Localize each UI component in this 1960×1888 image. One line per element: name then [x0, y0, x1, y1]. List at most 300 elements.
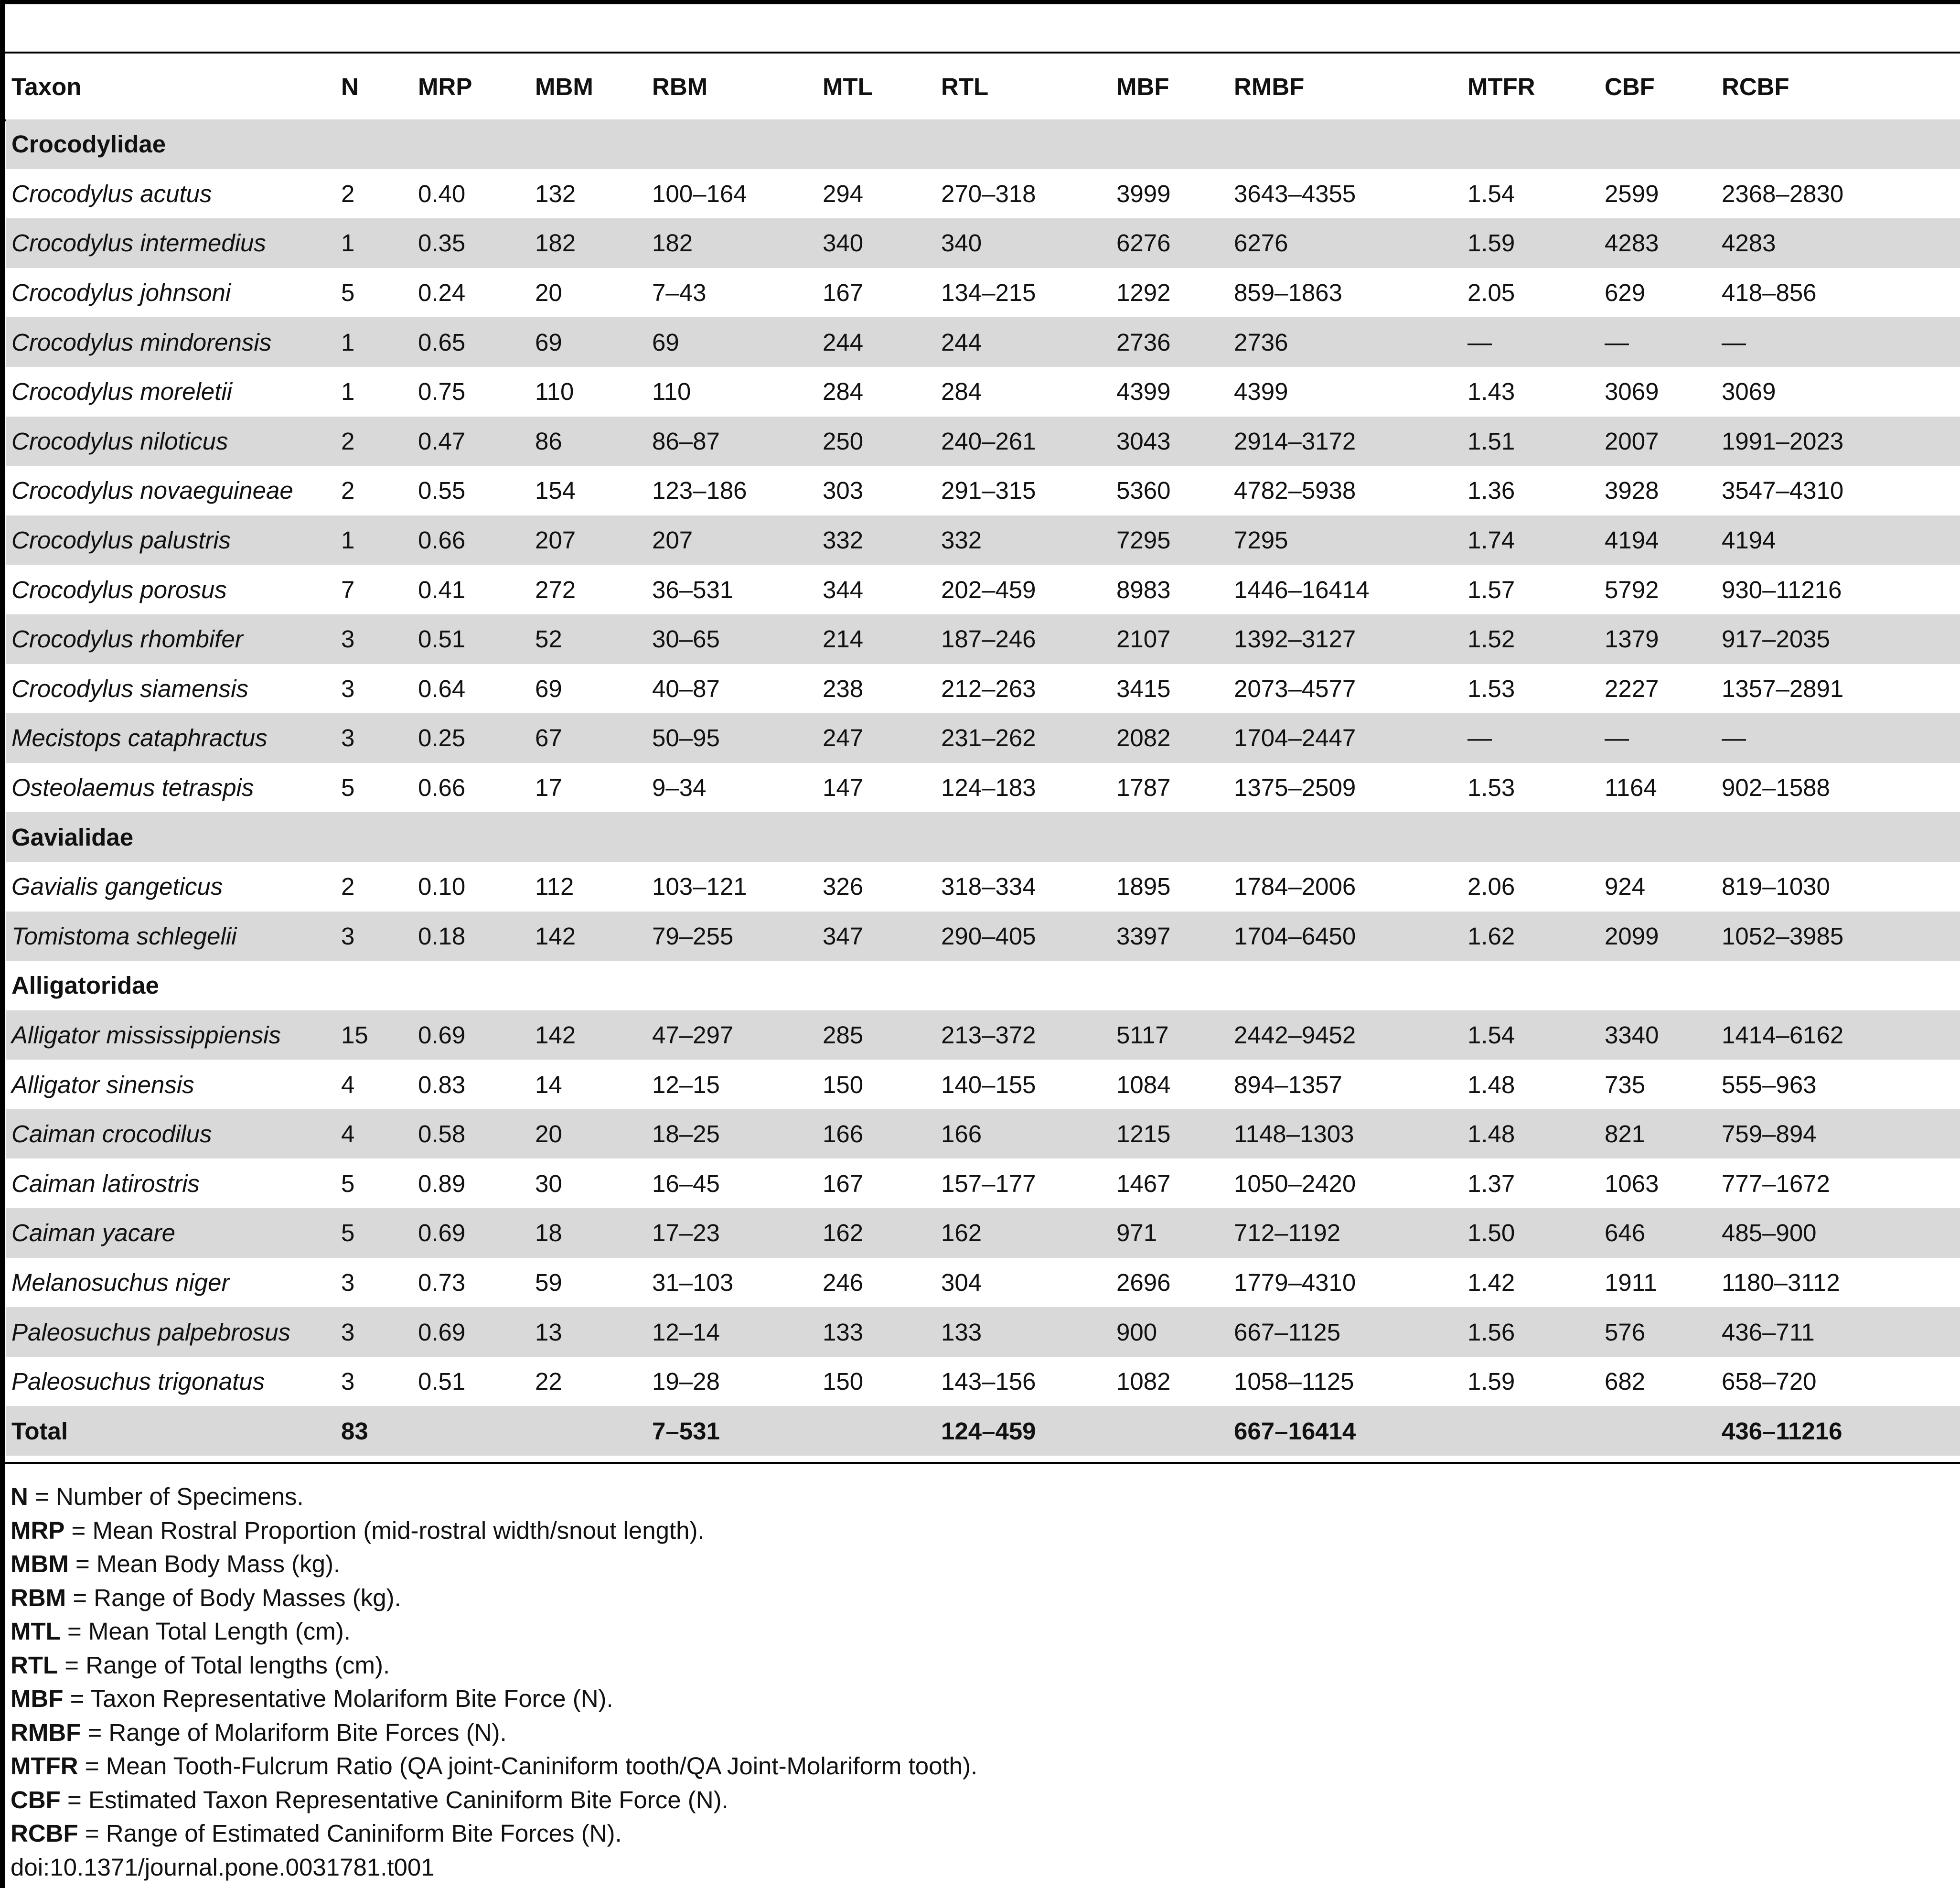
taxon-cell: Crocodylus porosus — [11, 576, 227, 603]
table-footnotes — [11, 1480, 977, 1884]
footnote-abbreviation: RBM — [11, 1584, 66, 1611]
table-cell: 0.89 — [418, 1169, 466, 1197]
table-cell: 1 — [341, 378, 355, 406]
table-cell: 1.37 — [1467, 1169, 1515, 1197]
table-cell: 69 — [646, 317, 817, 367]
table-cell: 3643–4355 — [1234, 180, 1356, 207]
footnote-line — [11, 1749, 977, 1783]
table-cell: 123–186 — [652, 477, 747, 504]
table-row — [6, 713, 1960, 763]
table-cell: 821 — [1599, 1109, 1716, 1159]
footnote-abbreviation: MBF — [11, 1685, 64, 1712]
table-cell: 340 — [935, 218, 1111, 268]
table-cell: 103–121 — [652, 873, 747, 901]
table-cell: 246 — [823, 1268, 864, 1296]
table-cell: 1.48 — [1462, 1109, 1599, 1159]
column-header: N — [341, 73, 359, 100]
table-cell: 1.54 — [1462, 1010, 1599, 1060]
table-row — [6, 614, 1960, 664]
table-cell: 67 — [529, 713, 646, 763]
table-cell: 18 — [529, 1208, 646, 1258]
table-cell: 1.53 — [1467, 774, 1515, 802]
table-cell: 1.59 — [1467, 1368, 1515, 1395]
table-cell: 4399 — [1234, 378, 1288, 406]
column-header: Taxon — [11, 73, 82, 100]
table-cell: 142 — [529, 912, 646, 961]
table-cell: 19–28 — [652, 1368, 720, 1395]
table-cell: 110 — [535, 378, 574, 406]
table-cell: 332 — [935, 515, 1111, 565]
table-cell: 859–1863 — [1234, 279, 1342, 307]
footnote-line — [11, 1783, 977, 1817]
column-header: RBM — [652, 73, 708, 100]
table-cell: 2 — [335, 417, 412, 466]
footnote-abbreviation: MTL — [11, 1618, 61, 1645]
table-cell: 4283 — [1716, 218, 1960, 268]
table-cell: 0.64 — [418, 675, 466, 702]
table-cell: 2599 — [1605, 180, 1659, 207]
table-row — [6, 1010, 1960, 1060]
table-cell: 667–16414 — [1228, 1406, 1462, 1456]
table-cell: 0.51 — [412, 614, 529, 664]
column-header: CBF — [1605, 73, 1655, 100]
table-cell: 294 — [823, 180, 864, 207]
table-cell: 3 — [335, 614, 412, 664]
footnote-definition: = Mean Body Mass (kg). — [68, 1550, 341, 1577]
table-cell: 187–246 — [935, 614, 1111, 664]
table-cell: 14 — [535, 1071, 562, 1098]
footnote-abbreviation: MRP — [11, 1516, 65, 1544]
table-cell: 7 — [341, 576, 355, 603]
table-row — [6, 466, 1960, 515]
table-cell: 3547–4310 — [1722, 477, 1844, 504]
table-cell: 1 — [335, 317, 412, 367]
table-cell: 1 — [335, 218, 412, 268]
table-cell: 344 — [823, 576, 864, 603]
footnote-line — [11, 1581, 977, 1615]
table-cell: 5 — [335, 1208, 412, 1258]
table-cell: 8983 — [1116, 576, 1171, 603]
table-cell: 69 — [535, 675, 562, 702]
table-row — [6, 565, 1960, 614]
table-cell: 1.50 — [1462, 1208, 1599, 1258]
table-cell: 1787 — [1116, 774, 1171, 802]
table-cell: 133 — [935, 1307, 1111, 1357]
table-cell: 759–894 — [1716, 1109, 1960, 1159]
table-cell: 894–1357 — [1234, 1071, 1342, 1098]
footnote-abbreviation: RMBF — [11, 1718, 81, 1746]
table-cell: 1.36 — [1467, 477, 1515, 504]
taxon-cell: Caiman crocodilus — [6, 1109, 335, 1159]
table-cell: 86–87 — [646, 417, 817, 466]
table-row — [6, 912, 1960, 961]
taxon-cell: Crocodylus intermedius — [6, 218, 335, 268]
taxon-cell: Tomistoma schlegelii — [6, 912, 335, 961]
table-row — [6, 417, 1960, 466]
taxon-cell: Alligator mississippiensis — [6, 1010, 335, 1060]
table-row — [6, 763, 1960, 813]
table-cell: 2 — [341, 180, 355, 207]
table-row — [6, 1357, 1960, 1406]
taxon-cell: Crocodylus niloticus — [6, 417, 335, 466]
table-cell: 202–459 — [941, 576, 1036, 603]
table-cell: 629 — [1605, 279, 1646, 307]
table-cell: 5792 — [1605, 576, 1659, 603]
taxon-cell: Crocodylus johnsoni — [11, 279, 231, 307]
table-cell: 0.35 — [412, 218, 529, 268]
table-cell: 284 — [823, 378, 864, 406]
table-cell: 3 — [335, 1307, 412, 1357]
table-cell: 142 — [529, 1010, 646, 1060]
table-cell: 971 — [1111, 1208, 1228, 1258]
footnote-definition: = Range of Body Masses (kg). — [66, 1584, 401, 1611]
table-cell: — — [1716, 317, 1960, 367]
table-cell: 207 — [529, 515, 646, 565]
table-cell: 110 — [652, 378, 691, 406]
taxon-cell: Crocodylus novaeguineae — [11, 477, 293, 504]
table-row — [6, 515, 1960, 565]
table-cell: 69 — [529, 317, 646, 367]
table-cell: 250 — [817, 417, 935, 466]
table-cell: 167 — [823, 1169, 864, 1197]
table-cell: 1180–3112 — [1722, 1268, 1840, 1296]
footnote-line — [11, 1547, 977, 1581]
table-cell: 40–87 — [652, 675, 720, 702]
table-cell: 244 — [817, 317, 935, 367]
table-row — [6, 1307, 1960, 1357]
bite-force-table — [6, 54, 1960, 1456]
table-cell: 2099 — [1599, 912, 1716, 961]
table-cell: 133 — [817, 1307, 935, 1357]
table-cell: 4399 — [1116, 378, 1171, 406]
table-cell: 1058–1125 — [1234, 1368, 1354, 1395]
table-cell: — — [1599, 317, 1716, 367]
footnote-abbreviation: MBM — [11, 1550, 69, 1577]
table-cell: 1375–2509 — [1234, 774, 1356, 802]
table-cell: 50–95 — [646, 713, 817, 763]
table-cell: — — [1716, 713, 1960, 763]
table-row — [6, 218, 1960, 268]
table-cell: 18–25 — [646, 1109, 817, 1159]
table-cell: 0.69 — [412, 1307, 529, 1357]
table-cell: 132 — [535, 180, 576, 207]
table-bottom-rule — [0, 1462, 1960, 1464]
table-cell: 17–23 — [646, 1208, 817, 1258]
table-cell: 3397 — [1111, 912, 1228, 961]
table-cell: 3 — [335, 713, 412, 763]
family-group-label: Alligatoridae — [11, 972, 159, 999]
table-cell: 2 — [341, 477, 355, 504]
table-cell: 5360 — [1116, 477, 1171, 504]
table-cell: 12–15 — [652, 1071, 720, 1098]
table-cell: 100–164 — [652, 180, 747, 207]
footnote-line — [11, 1649, 977, 1683]
table-cell: 291–315 — [941, 477, 1036, 504]
table-cell: 1.62 — [1462, 912, 1599, 961]
table-cell: 0.25 — [412, 713, 529, 763]
table-cell: 0.41 — [418, 576, 466, 603]
table-cell: 162 — [817, 1208, 935, 1258]
table-cell: 0.58 — [412, 1109, 529, 1159]
table-cell — [1599, 1406, 1716, 1456]
taxon-cell: Gavialis gangeticus — [11, 873, 223, 901]
table-cell: 157–177 — [941, 1169, 1036, 1197]
footnote-line — [11, 1480, 977, 1514]
table-row — [6, 1060, 1960, 1109]
table-cell: 134–215 — [941, 279, 1036, 307]
table-cell: 5 — [341, 1169, 355, 1197]
table-cell: 1215 — [1111, 1109, 1228, 1159]
table-cell: 304 — [941, 1268, 982, 1296]
column-header: MTL — [823, 73, 873, 100]
table-body — [6, 119, 1960, 1456]
table-cell: 52 — [529, 614, 646, 664]
table-cell: 777–1672 — [1722, 1169, 1830, 1197]
table-cell: 1.57 — [1467, 576, 1515, 603]
table-cell: 3069 — [1605, 378, 1659, 406]
table-cell: 162 — [935, 1208, 1111, 1258]
family-group-label: Gavialidae — [6, 812, 1960, 862]
table-cell: 332 — [817, 515, 935, 565]
table-row — [6, 1208, 1960, 1258]
column-header: RMBF — [1234, 73, 1305, 100]
table-cell: 1911 — [1605, 1268, 1657, 1296]
table-cell: 1.74 — [1462, 515, 1599, 565]
family-group-label: Crocodylidae — [6, 119, 1960, 169]
table-cell: 3 — [341, 1368, 355, 1395]
table-cell: 36–531 — [652, 576, 734, 603]
table-cell: 3 — [341, 675, 355, 702]
table-cell: 0.69 — [412, 1010, 529, 1060]
table-cell: 140–155 — [941, 1071, 1036, 1098]
footnote-line — [11, 1615, 977, 1649]
table-cell: 2227 — [1605, 675, 1659, 702]
taxon-cell: Melanosuchus niger — [11, 1268, 230, 1296]
taxon-cell: Osteolaemus tetraspis — [11, 774, 254, 802]
table-cell: 0.66 — [412, 515, 529, 565]
table-cell: 0.10 — [418, 873, 466, 901]
table-cell: 0.66 — [418, 774, 466, 802]
taxon-cell: Paleosuchus trigonatus — [11, 1368, 265, 1395]
table-cell: 318–334 — [941, 873, 1036, 901]
table-cell: 7–531 — [646, 1406, 817, 1456]
table-cell: 1704–2447 — [1228, 713, 1462, 763]
table-cell: 646 — [1599, 1208, 1716, 1258]
table-cell: 7–43 — [652, 279, 707, 307]
table-cell: 13 — [529, 1307, 646, 1357]
table-cell: 0.47 — [412, 417, 529, 466]
table-cell: 436–711 — [1716, 1307, 1960, 1357]
table-cell: 2442–9452 — [1228, 1010, 1462, 1060]
taxon-cell: Crocodylus moreletii — [11, 378, 232, 406]
table-cell: 1.56 — [1462, 1307, 1599, 1357]
table-cell: 30–65 — [646, 614, 817, 664]
table-cell: 2073–4577 — [1234, 675, 1356, 702]
table-cell: 1164 — [1605, 774, 1657, 802]
top-border-rule — [0, 0, 1960, 4]
table-cell: 0.83 — [418, 1071, 466, 1098]
table-row — [6, 862, 1960, 912]
footnote-definition: = Range of Total lengths (cm). — [58, 1651, 390, 1679]
table-cell — [529, 1406, 646, 1456]
table-cell: 1784–2006 — [1234, 873, 1356, 901]
table-row — [6, 1258, 1960, 1308]
table-cell: 1357–2891 — [1722, 675, 1844, 702]
table-cell: 1 — [335, 515, 412, 565]
footnote-definition: = Mean Tooth-Fulcrum Ratio (QA joint-Caniniform tooth/QA Joint-Molariform tooth). — [78, 1752, 978, 1780]
column-header: MRP — [418, 73, 472, 100]
table-cell: 0.18 — [412, 912, 529, 961]
table-cell: — — [1462, 713, 1599, 763]
table-cell: 2.05 — [1467, 279, 1515, 307]
table-cell: 4194 — [1599, 515, 1716, 565]
table-cell — [1111, 1406, 1228, 1456]
table-cell — [412, 1406, 529, 1456]
table-cell: 31–103 — [652, 1268, 734, 1296]
table-cell: 240–261 — [935, 417, 1111, 466]
table-cell: 2082 — [1111, 713, 1228, 763]
table-row — [6, 317, 1960, 367]
table-cell: 5117 — [1111, 1010, 1228, 1060]
table-cell: 212–263 — [941, 675, 1036, 702]
table-row — [6, 367, 1960, 417]
table-cell: 1895 — [1116, 873, 1171, 901]
table-cell: 124–183 — [941, 774, 1036, 802]
footnote-line — [11, 1682, 977, 1716]
table-cell: 270–318 — [941, 180, 1036, 207]
table-cell: 3069 — [1722, 378, 1776, 406]
table-cell: 303 — [823, 477, 864, 504]
table-cell: 1.52 — [1462, 614, 1599, 664]
table-cell: 902–1588 — [1722, 774, 1830, 802]
total-label: Total — [6, 1406, 335, 1456]
table-cell: 285 — [817, 1010, 935, 1060]
table-cell: 4 — [341, 1071, 355, 1098]
table-cell: 166 — [935, 1109, 1111, 1159]
table-cell: 143–156 — [941, 1368, 1036, 1395]
table-cell: 576 — [1599, 1307, 1716, 1357]
table-cell: 112 — [535, 873, 574, 901]
footnote-abbreviation: MTFR — [11, 1752, 78, 1780]
table-cell: 3340 — [1599, 1010, 1716, 1060]
footnote-definition: = Range of Molariform Bite Forces (N). — [81, 1718, 507, 1746]
table-cell: 667–1125 — [1228, 1307, 1462, 1357]
table-cell: 30 — [535, 1169, 562, 1197]
table-cell: 1414–6162 — [1716, 1010, 1960, 1060]
table-cell: 0.69 — [412, 1208, 529, 1258]
table-cell: 214 — [817, 614, 935, 664]
taxon-cell: Crocodylus palustris — [6, 515, 335, 565]
table-cell: 2368–2830 — [1722, 180, 1844, 207]
table-cell: 5 — [341, 774, 355, 802]
table-cell: 3043 — [1111, 417, 1228, 466]
table-cell: 47–297 — [646, 1010, 817, 1060]
family-group-row — [6, 119, 1960, 169]
table-cell: 1446–16414 — [1234, 576, 1370, 603]
table-cell: 3928 — [1605, 477, 1659, 504]
table-cell: 6276 — [1111, 218, 1228, 268]
table-cell: 2 — [341, 873, 355, 901]
footnote-definition: = Mean Rostral Proportion (mid-rostral width/snout length). — [64, 1516, 705, 1544]
table-cell: 0.24 — [418, 279, 466, 307]
table-cell: 154 — [535, 477, 576, 504]
table-cell: 436–11216 — [1716, 1406, 1960, 1456]
table-cell: 917–2035 — [1716, 614, 1960, 664]
table-cell: 272 — [535, 576, 576, 603]
table-cell: 147 — [823, 774, 864, 802]
table-cell: 4194 — [1716, 515, 1960, 565]
footnote-line — [11, 1716, 977, 1750]
table-cell: 0.73 — [418, 1268, 466, 1296]
table-cell: — — [1599, 713, 1716, 763]
taxon-cell: Paleosuchus palpebrosus — [6, 1307, 335, 1357]
table-cell: 213–372 — [935, 1010, 1111, 1060]
table-cell: 682 — [1605, 1368, 1646, 1395]
table-row — [6, 664, 1960, 714]
table-cell: 1779–4310 — [1234, 1268, 1356, 1296]
table-cell: 86 — [529, 417, 646, 466]
table-cell: 207 — [646, 515, 817, 565]
table-cell: 1.59 — [1462, 218, 1599, 268]
table-cell: 124–459 — [935, 1406, 1111, 1456]
table-cell: 5 — [341, 279, 355, 307]
table-cell: 658–720 — [1722, 1368, 1817, 1395]
footnote-abbreviation: RTL — [11, 1651, 58, 1679]
footnote-definition: = Range of Estimated Caniniform Bite Forces (N). — [78, 1820, 622, 1847]
table-cell: 2914–3172 — [1228, 417, 1462, 466]
table-cell: 2736 — [1111, 317, 1228, 367]
table-cell: 0.40 — [418, 180, 466, 207]
footnote-definition: = Estimated Taxon Representative Caniniform Bite Force (N). — [60, 1786, 728, 1813]
table-cell: 712–1192 — [1228, 1208, 1462, 1258]
table-cell: 284 — [941, 378, 982, 406]
table-cell: 238 — [823, 675, 864, 702]
table-cell: 1.42 — [1467, 1268, 1515, 1296]
footnote-definition: = Taxon Representative Molariform Bite Force (N). — [63, 1685, 613, 1712]
table-cell: 231–262 — [935, 713, 1111, 763]
table-cell: 59 — [535, 1268, 562, 1296]
table-cell: 735 — [1605, 1071, 1646, 1098]
table-cell: 3999 — [1116, 180, 1171, 207]
family-group-row — [6, 812, 1960, 862]
table-cell: 1148–1303 — [1228, 1109, 1462, 1159]
table-row — [6, 169, 1960, 219]
table-cell — [1462, 1406, 1599, 1456]
table-cell: 1.43 — [1467, 378, 1515, 406]
taxon-cell: Crocodylus rhombifer — [6, 614, 335, 664]
table-cell: 347 — [817, 912, 935, 961]
table-cell: 2.06 — [1467, 873, 1515, 901]
table-cell: 244 — [935, 317, 1111, 367]
table-cell: 1392–3127 — [1228, 614, 1462, 664]
table-cell: 17 — [535, 774, 562, 802]
table-cell: 15 — [335, 1010, 412, 1060]
taxon-cell: Mecistops cataphractus — [6, 713, 335, 763]
column-header: MTFR — [1467, 73, 1535, 100]
table-cell: 7295 — [1228, 515, 1462, 565]
table-cell: 1050–2420 — [1234, 1169, 1356, 1197]
table-cell: 3 — [335, 912, 412, 961]
left-border-rule — [0, 0, 5, 1888]
table-cell: 2696 — [1116, 1268, 1171, 1296]
table-cell: 20 — [529, 1109, 646, 1159]
table-cell: 2736 — [1228, 317, 1462, 367]
table-cell: 0.65 — [412, 317, 529, 367]
table-cell: 555–963 — [1722, 1071, 1817, 1098]
table-cell: 1292 — [1116, 279, 1171, 307]
table-cell: 1379 — [1599, 614, 1716, 664]
table-cell: 182 — [646, 218, 817, 268]
